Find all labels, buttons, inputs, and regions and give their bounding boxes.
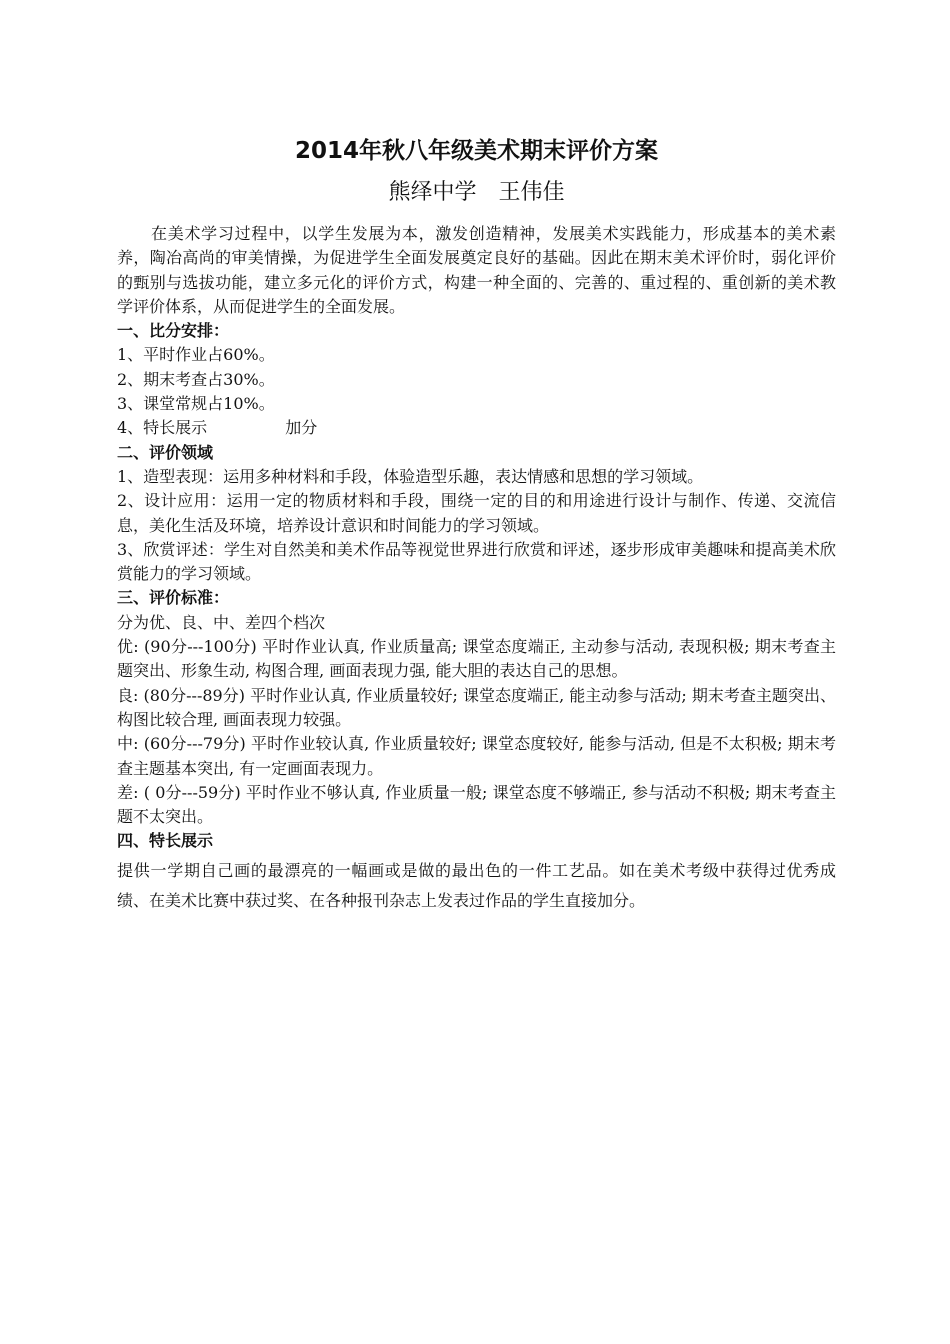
- author-school: 熊绎中学: [388, 180, 477, 205]
- section-1-item: 3、课堂常规占10%。: [117, 394, 275, 414]
- grade-criteria: 良: (80分---89分) 平时作业认真, 作业质量较好; 课堂态度端正, 能主动参与活动; 期末考查主题突出、构图比较合理, 画面表现力较强。: [117, 685, 836, 729]
- section-4-heading: 四、特长展示: [117, 831, 214, 851]
- section-1-item: 2、期末考查占30%。: [117, 369, 275, 389]
- intro-paragraph: 在美术学习过程中，以学生发展为本，激发创造精神，发展美术实践能力，形成基本的美术素养，陶冶高尚的审美情操，为促进学生全面发展奠定良好的基础。因此在期末美术评价时，弱化评价的甄别与选拔功能，建立多元化的评价方式，构建一种全面的、完善的、重过程的、重创新的美术教学评价体系，从而促进学生的全面发展。: [117, 224, 836, 316]
- section-4-body: 提供一学期自己画的最漂亮的一幅画或是做的最出色的一件工艺品。如在美术考级中获得过优秀成绩、在美术比赛中获过奖、在各种报刊杂志上发表过作品的学生直接加分。: [117, 860, 836, 910]
- section-2-item: 2、设计应用：运用一定的物质材料和手段，围绕一定的目的和用途进行设计与制作、传递、交流信息，美化生活及环境，培养设计意识和时间能力的学习领域。: [117, 491, 836, 535]
- talent-label: 4、特长展示: [117, 418, 208, 438]
- grade-criteria: 差: ( 0分---59分) 平时作业不够认真, 作业质量一般; 课堂态度不够端正, 参与活动不积极; 期末考查主题不太突出。: [117, 782, 836, 827]
- grade-criteria: 中: (60分---79分) 平时作业较认真, 作业质量较好; 课堂态度较好, 能参与活动, 但是不太积极; 期末考查主题基本突出, 有一定画面表现力。: [117, 734, 836, 778]
- author-name: 王伟佳: [498, 180, 565, 205]
- section-1-item: [117, 416, 836, 440]
- talent-value: 加分: [285, 418, 318, 438]
- section-1-heading: 一、比分安排：: [117, 321, 230, 341]
- document-title: 2014年秋八年级美术期末评价方案: [294, 138, 658, 164]
- section-2-heading: 二、评价领域: [117, 442, 214, 462]
- section-2-item: 3、欣赏评述：学生对自然美和美术作品等视觉世界进行欣赏和评述，逐步形成审美趣味和提高美术欣赏能力的学习领域。: [117, 539, 836, 584]
- section-2-item: 1、造型表现：运用多种材料和手段，体验造型乐趣，表达情感和思想的学习领域。: [117, 466, 704, 486]
- grade-criteria: 优: (90分---100分) 平时作业认真, 作业质量高; 课堂态度端正, 主动参与活动, 表现积极; 期末考查主题突出、形象生动, 构图合理, 画面表现力强, 能大胆的表达自己的思想。: [117, 637, 836, 681]
- section-3-lead: 分为优、良、中、差四个档次: [117, 612, 326, 632]
- section-3-heading: 三、评价标准：: [117, 588, 230, 608]
- author-line: [117, 178, 836, 208]
- section-1-item: 1、平时作业占60%。: [117, 345, 275, 365]
- section-4: [117, 829, 836, 915]
